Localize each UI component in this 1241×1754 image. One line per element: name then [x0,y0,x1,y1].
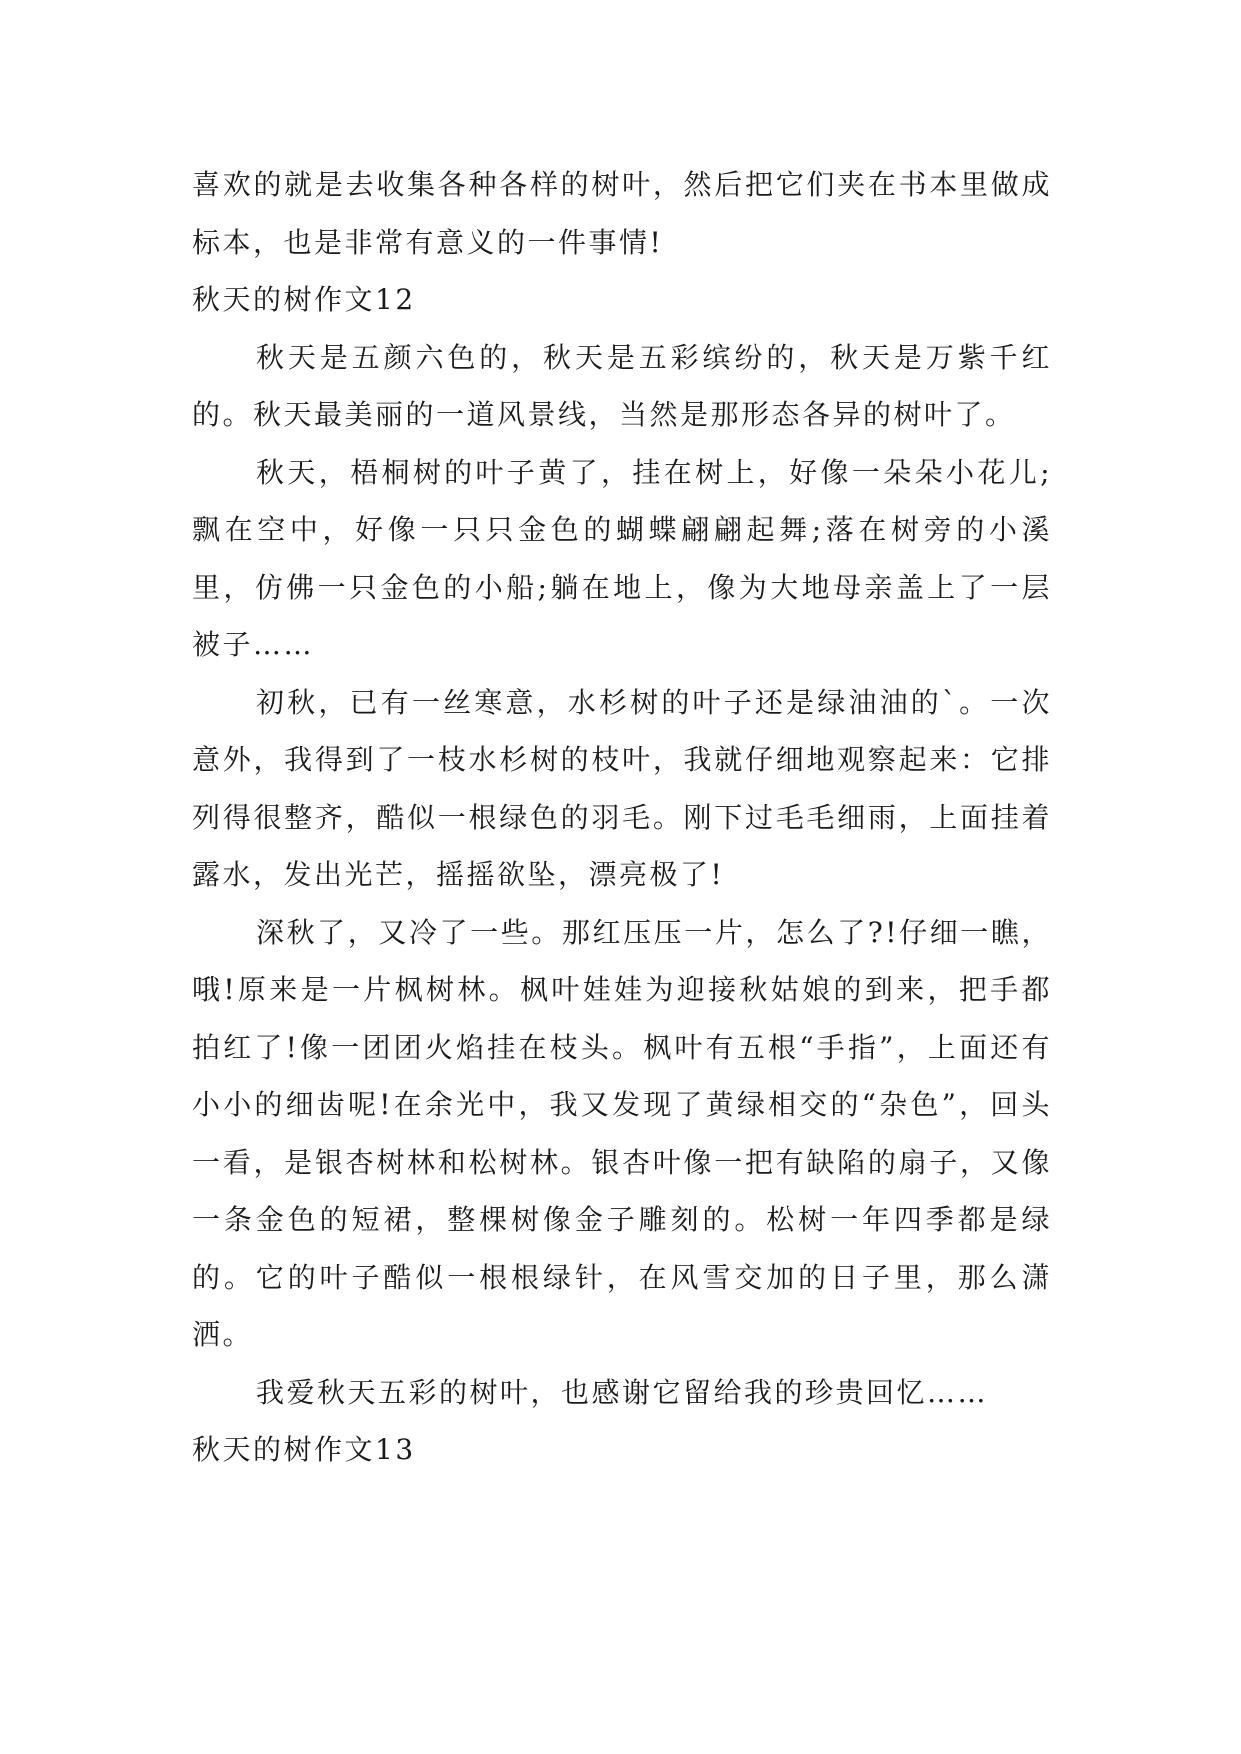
paragraph: 秋天是五颜六色的，秋天是五彩缤纷的，秋天是万紫千红的。秋天最美丽的一道风景线，当然是那形态各异的树叶了。 [192,340,1052,431]
paragraph: 我爱秋天五彩的树叶，也感谢它留给我的珍贵回忆…… [256,1375,989,1409]
paragraph: 深秋了，又冷了一些。那红压压一片，怎么了?!仔细一瞧，哦!原来是一片枫树林。枫叶娃娃为迎接秋姑娘的到来，把手都拍红了!像一团团火焰挂在枝头。枫叶有五根“手指”，上面还有小小的细齿呢!在余光中，我又发现了黄绿相交的“杂色”，回头一看，是银杏树林和松树林。银杏叶像一把有缺陷的扇子，又像一条金色的短裙，整棵树像金子雕刻的。松树一年四季都是绿的。它的叶子酷似一根根绿针，在风雪交加的日子里，那么潇洒。 [192,915,1052,1351]
section-title-12: 秋天的树作文12 [192,283,416,316]
paragraph: 秋天，梧桐树的叶子黄了，挂在树上，好像一朵朵小花儿;飘在空中，好像一只只金色的蝴蝶翩翩起舞;落在树旁的小溪里，仿佛一只金色的小船;躺在地上，像为大地母亲盖上了一层被子…… [192,455,1052,661]
paragraph-continued: 喜欢的就是去收集各种各样的树叶，然后把它们夹在书本里做成标本，也是非常有意义的一件事情! [192,168,1052,259]
paragraph: 初秋，已有一丝寒意，水杉树的叶子还是绿油油的`。一次意外，我得到了一枝水杉树的枝叶，我就仔细地观察起来：它排列得很整齐，酷似一根绿色的羽毛。刚下过毛毛细雨，上面挂着露水，发出光芒，摇摇欲坠，漂亮极了! [192,685,1052,891]
section-title-13: 秋天的树作文13 [192,1433,416,1466]
document-body [192,156,1052,1479]
